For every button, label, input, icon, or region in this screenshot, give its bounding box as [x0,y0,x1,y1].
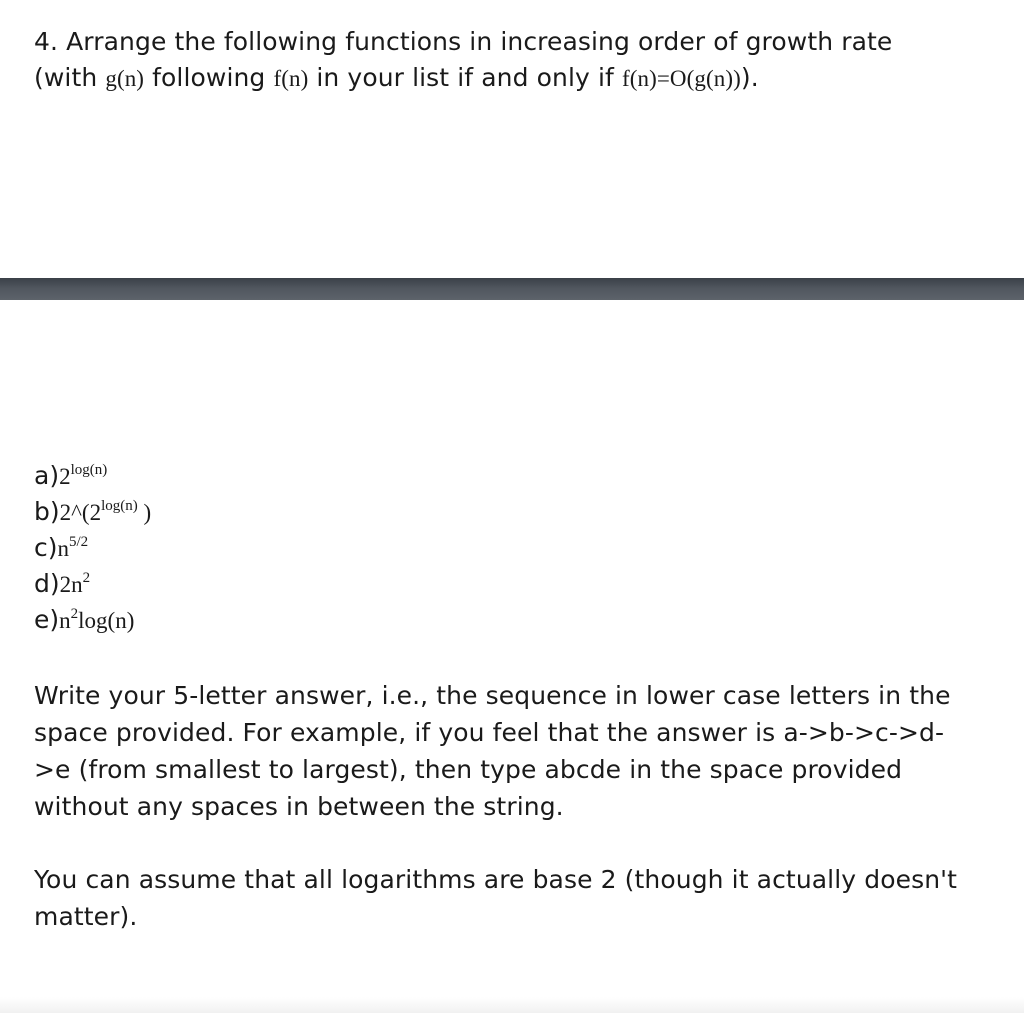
option-label: d) [34,569,60,598]
option-exponent: log(n) [101,498,138,514]
option-c [34,530,151,566]
instructions-paragraph: Write your 5-letter answer, i.e., the sequence in lower case letters in the space provided. For example, if you feel that the answer is a->b->c->d->e (from smallest to largest), then type abcde in the space provided without any spaces in between the string. [34,681,951,821]
option-exponent: 2 [82,570,91,586]
option-base: n [57,536,69,561]
option-label: e) [34,605,60,634]
option-label: b) [34,497,60,526]
option-base: 2n [59,572,83,597]
question-condition: (with g(n) following f(n) in your list if and only if f(n)=O(g(n))). [34,63,759,92]
g-of-n: g(n) [105,66,145,91]
option-e [34,602,151,638]
option-tail: log(n) [78,608,135,633]
section-divider [0,278,1024,300]
question-header [34,24,994,97]
big-o-condition: f(n)=O(g(n)) [621,66,741,91]
f-of-n: f(n) [273,66,309,91]
option-exponent: log(n) [70,462,108,478]
option-label: c) [34,533,58,562]
option-a [34,458,151,494]
option-tail: ) [137,500,152,525]
option-base: 2^(2 [59,500,102,525]
option-exponent: 2 [70,606,79,622]
option-d [34,566,151,602]
option-base: 2 [59,464,71,489]
bottom-edge [0,997,1024,1013]
option-b [34,494,151,530]
options-list [34,458,151,638]
logarithm-note: You can assume that all logarithms are base 2 (though it actually doesn't matter). [34,865,958,931]
question-title: 4. Arrange the following functions in increasing order of growth rate [34,27,893,56]
option-base: n [59,608,71,633]
option-label: a) [34,461,60,490]
option-exponent: 5/2 [69,534,89,550]
